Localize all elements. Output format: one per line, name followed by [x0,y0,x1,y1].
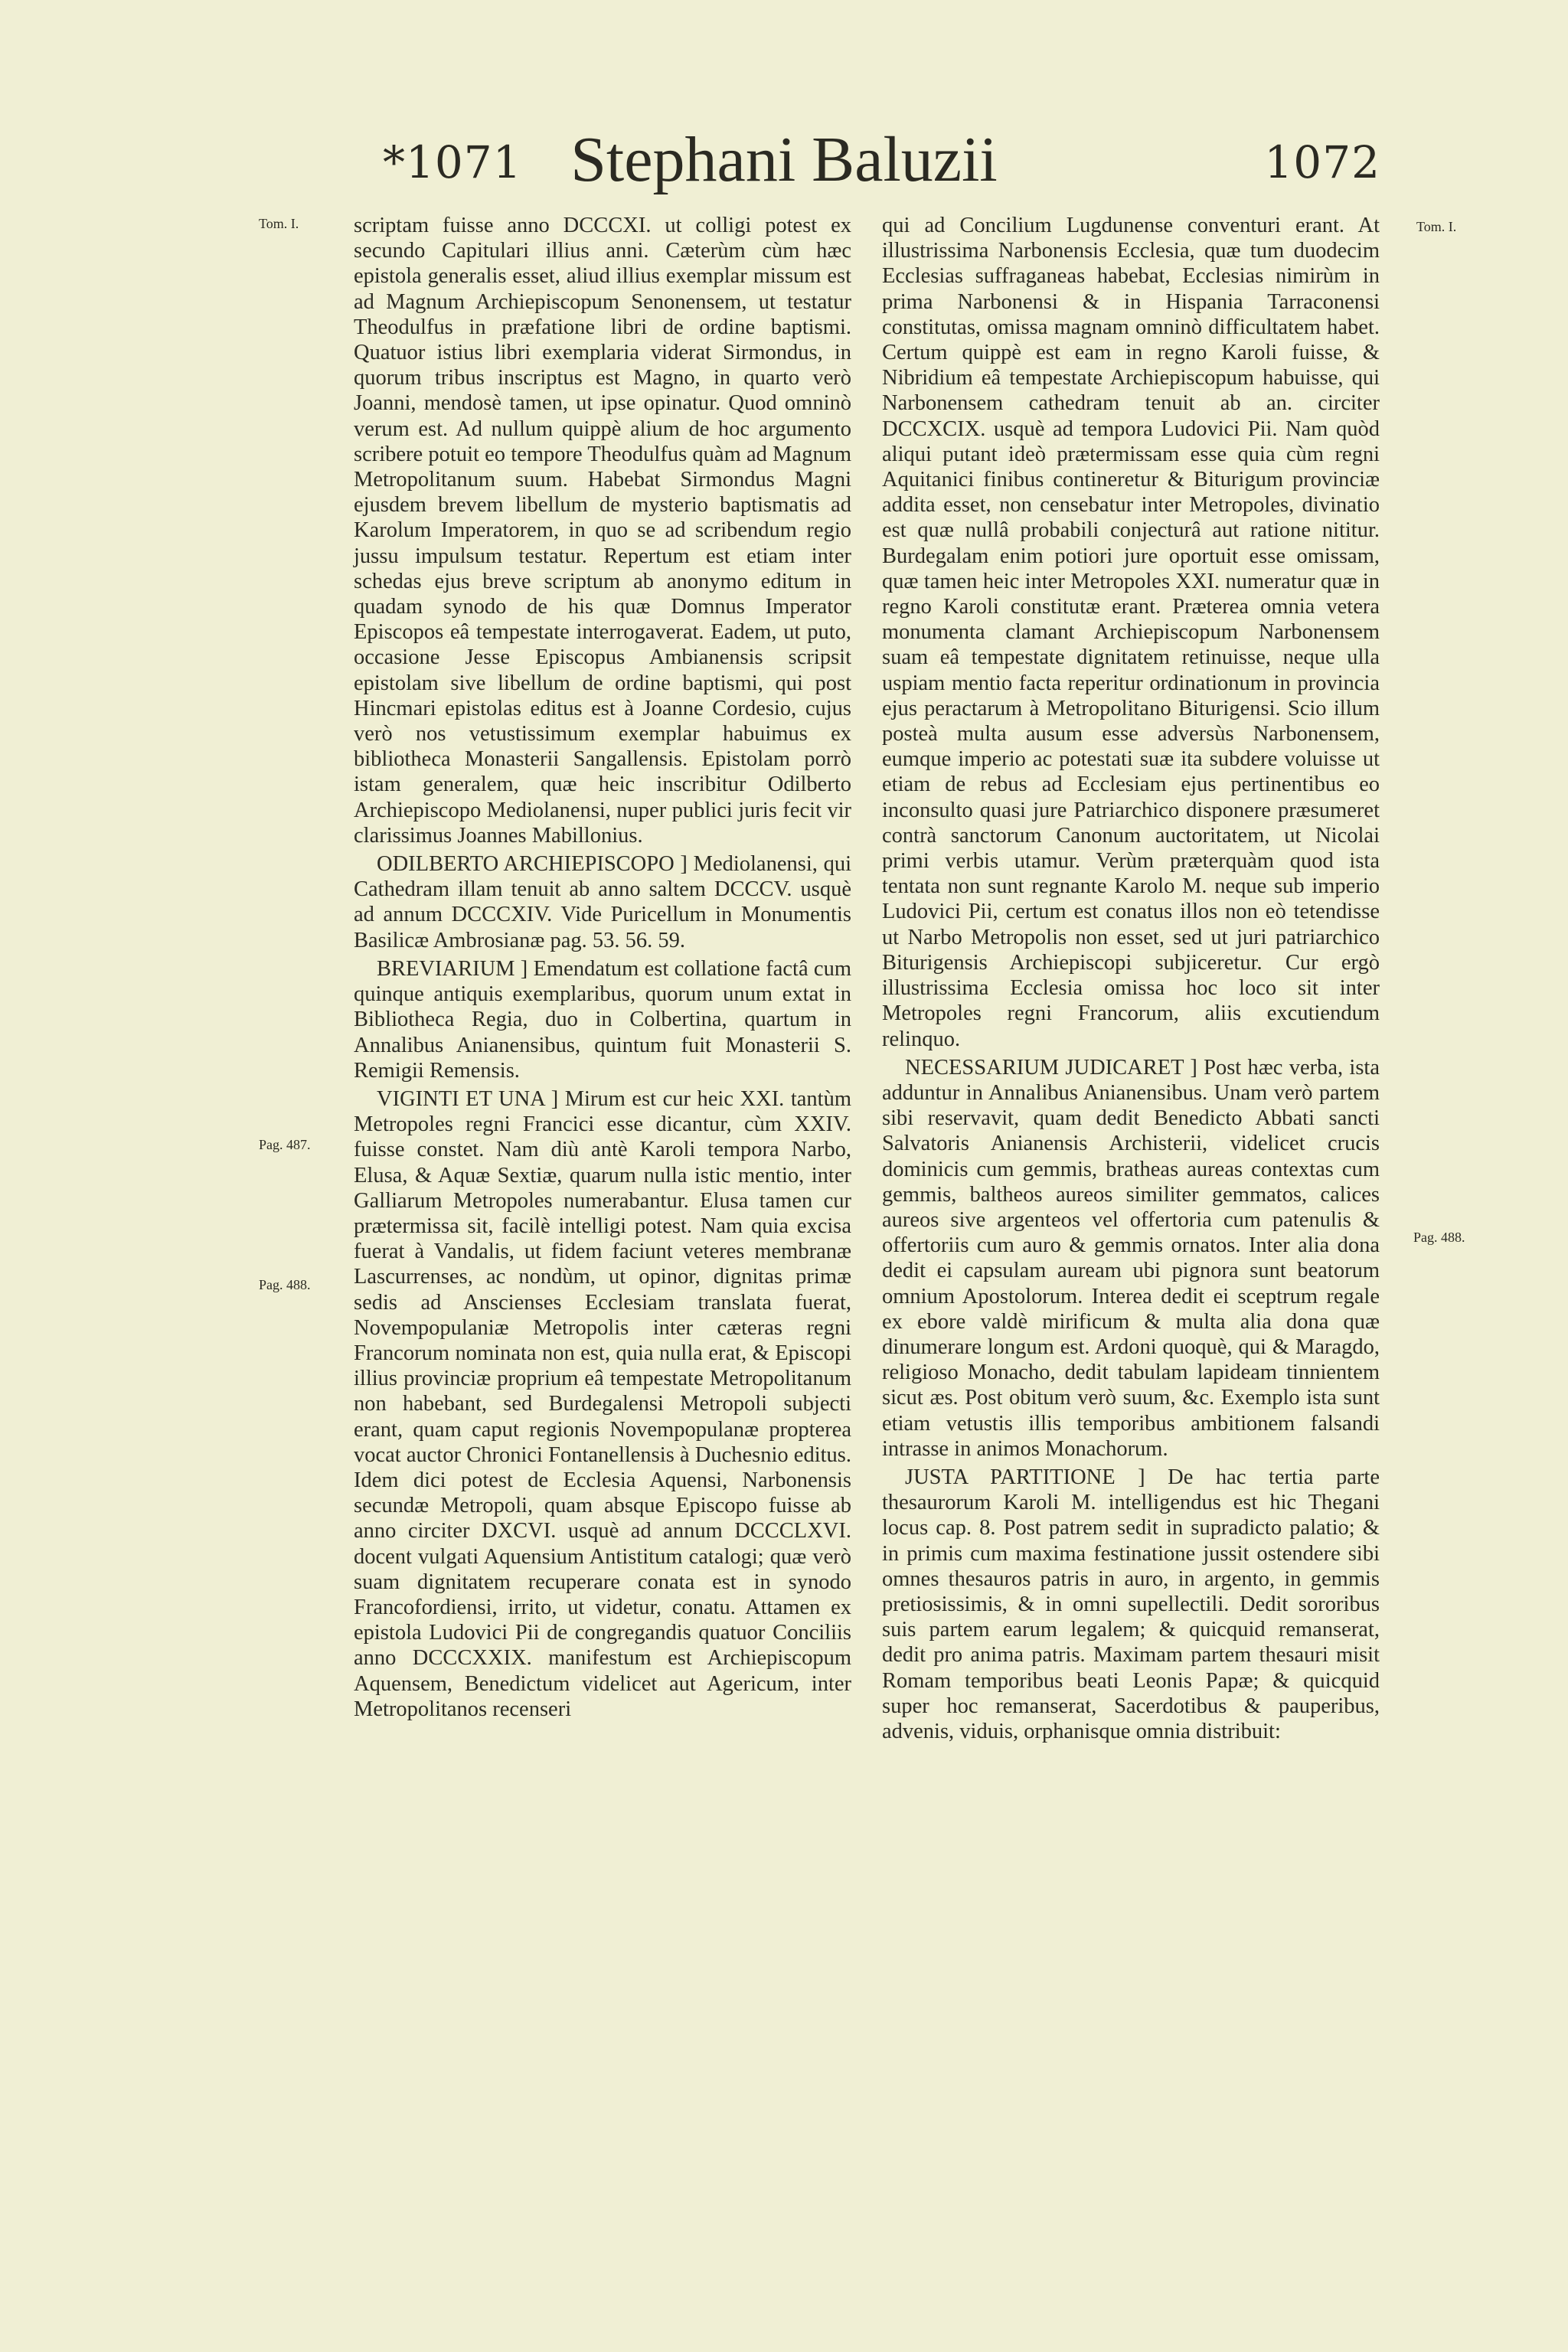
paragraph: VIGINTI ET UNA ] Mirum est cur heic XXI. tantùm Metropoles regni Francici esse dicantur, cùm XXIV. fuisse constet. Nam diù antè Karoli tempora Narbo, Elusa, & Aquæ Sextiæ, quarum nulla istic mentio, inter Galliarum Metropoles numerabantur. Elusa tamen cur prætermissa sit, facilè intelligi potest. Nam quia excisa fuerat à Vandalis, ut fidem faciunt veteres membranæ Lascurrenses, ac nondùm, ut opinor, dignitas primæ sedis ad Anscienses Ecclesiam translata fuerat, Novempopulaniæ Metropolis inter cæteras regni Francorum nominata non est, quia nulla erat, & Episcopi illius provinciæ proprium eâ tempestate Metropolitanum non habebant, sed Burdegalensi Metropoli subjecti erant, quam caput regionis Novempopulanæ propterea vocat auctor Chronici Fontanellensis à Duchesnio editus. Idem dici potest de Ecclesia Aquensi, Narbonensis secundæ Metropoli, quam absque Episcopo fuisse ab anno circiter DXCVI. usquè ad annum DCCCLXVI. docent vulgati Aquensium Antistitum catalogi; quæ verò suam dignitatem recuperare conata est in synodo Francofordiensi, irrito, ut videtur, conatu. Attamen ex epistola Ludovici Pii de congregandis quatuor Conciliis anno DCCCXXIX. manifestum est Archiepiscopum Aquensem, Benedictum videlicet aut Agericum, inter Metropolitanos recenseri [354,1086,851,1721]
margin-note-tom-right: Tom. I. [1416,219,1457,234]
page-header [0,122,1568,207]
paragraph: scriptam fuisse anno DCCCXI. ut colligi potest ex secundo Capitulari illius anni. Cæterùm cùm hæc epistola generalis esset, aliud illius exemplar missum est ad Magnum Archiepiscopum Senonensem, ut testatur Theodulfus in præfatione libri de ordine baptismi. Quatuor istius libri exemplaria viderat Sirmondus, in quorum tribus inscriptus est Magno, in quarto verò Joanni, mendosè tamen, ut ipse opinatur. Quod omninò verum est. Ad nullum quippè alium de hoc argumento scribere potuit eo tempore Theodulfus quàm ad Magnum Metropolitanum suum. Habebat Sirmondus Magni ejusdem brevem libellum de mysterio baptismatis ad Karolum Imperatorem, in quo se ad scribendum regio jussu impulsum testatur. Repertum est etiam inter schedas ejus breve scriptum ab anonymo editum in quadam synodo de his quæ Domnus Imperator Episcopos eâ tempestate interrogaverat. Eadem, ut puto, occasione Jesse Episcopus Ambianensis scripsit epistolam sive libellum de ordine baptismi, qui post Hincmari epistolas editus est à Joanne Cordesio, cujus verò nos vetustissimum exemplar habuimus ex bibliotheca Monasterii Sangallensis. Epistolam porrò istam generalem, quæ heic inscribitur Odilberto Archiepiscopo Mediolanensi, nuper publici juris fecit vir clarissimus Joannes Mabillonius. [354,214,851,848]
paragraph: qui ad Concilium Lugdunense conventuri erant. At illustrissima Narbonensis Ecclesia, quæ tum duodecim Ecclesias suffraganeas habebat, Ecclesias nimirùm in prima Narbonensi & in Hispania Tarraconensi constitutas, omissa magnam omninò difficultatem habet. Certum quippè est eam in regno Karoli fuisse, & Nibridium eâ tempestate Archiepiscopum habuisse, qui Narbonensem cathedram tenuit ab an. circiter DCCXCIX. usquè ad tempora Ludovici Pii. Nam quòd aliqui putant ideò prætermissam esse quia cùm regni Aquitanici finibus contineretur & Biturigum provinciæ addita esset, non censebatur inter Metropoles, divinatio est quæ nullâ probabili conjecturâ aut ratione nititur. Burdegalam enim potiori jure oportuit esse omissam, quæ tamen heic inter Metropoles XXI. numeratur quæ in regno Karoli constitutæ erant. Præterea omnia vetera monumenta clamant Archiepiscopum Narbonensem suam eâ tempestate dignitatem retinuisse, neque ulla uspiam mentio facta reperitur ordinationum in provincia ejus peractarum à Metropolitano Biturigensi. Scio illum posteà multa ausum esse adversùs Narbonensem, eumque imperio ac potestati suæ ita subdere voluisse ut etiam de rebus ad Ecclesiam ejus pertinentibus eo inconsulto quasi jure Patriarchico disponere præsumeret contrà sanctorum Canonum auctoritatem, ut Nicolai primi verbis utamur. Verùm præterquàm quod ista tentata non sunt regnante Karolo M. neque sub imperio Ludovici Pii, certum est conatus illos non eò tetendisse ut Narbo Metropolis non esset, sed ut juri patriarchico Biturigensis Archiepiscopi subjiceretur. Cur ergò illustrissima Ecclesia omissa hoc loco sit inter Metropoles regni Francorum, aliis excutiendum relinquo. [882,214,1380,1051]
column-number-right: 1072 [1264,136,1380,188]
left-text-column [354,213,851,1725]
margin-note-pag-488: Pag. 488. [259,1277,311,1292]
paragraph: JUSTA PARTITIONE ] De hac tertia parte thesaurorum Karoli M. intelligendus est hic Thegani locus cap. 8. Post patrem sedit in supradicto palatio; & in primis cum maxima festinatione jussit ostendere sibi omnes thesauros patris in auro, in argento, in gemmis pretiosissimis, & in omni supellectili. Dedit sororibus suis partem earum legalem; & quicquid remanserat, dedit pro anima patris. Maximam partem thesauri misit Romam temporibus beati Leonis Papæ; & quicquid super hoc remanserat, Sacerdotibus & pauperibus, advenis, viduis, orphanisque omnia distribuit: [882,1465,1380,1743]
page-title: Stephani Baluzii [570,124,998,195]
paragraph: ODILBERTO ARCHIEPISCOPO ] Mediolanensi, qui Cathedram illam tenuit ab anno saltem DCCCV. usquè ad annum DCCCXIV. Vide Puricellum in Monumentis Basilicæ Ambrosianæ pag. 53. 56. 59. [354,852,851,952]
right-text-column [882,213,1380,1747]
column-number-left: *1071 [383,136,522,188]
margin-note-pag-488-right: Pag. 488. [1413,1230,1465,1245]
margin-note-pag-487: Pag. 487. [259,1137,311,1152]
paragraph: NECESSARIUM JUDICARET ] Post hæc verba, ista adduntur in Annalibus Anianensibus. Unam verò partem sibi reservavit, quam dedit Benedicto Abbati sancti Salvatoris Anianensis Archisterii, videlicet crucis dominicis cum gemmis, bratheas aureas contextas cum gemmis, baltheos aureos similiter gemmatos, calices aureos sive argenteos vel offertoria cum patenulis & offertoriis cum auro & gemmis ornatos. Inter alia dona dedit ei capsulam auream ubi pignora sunt beatorum omnium Apostolorum. Interea dedit ei sceptrum regale ex ebore valdè mirificum & multa alia dona quæ dinumerare longum est. Ardoni quoquè, qui & Maragdo, religioso Monacho, dedit tabulam lapideam tinnientem sicut æs. Post obitum verò suum, &c. Exemplo ista sunt etiam vetustis illis temporibus ambitionem falsandi intrasse in animos Monachorum. [882,1055,1380,1461]
margin-note-tom-left: Tom. I. [259,216,299,231]
paragraph: BREVIARIUM ] Emendatum est collatione factâ cum quinque antiquis exemplaribus, quorum unum extat in Bibliotheca Regia, duo in Colbertina, quartum in Annalibus Anianensibus, quintum fuit Monasterii S. Remigii Remensis. [354,956,851,1083]
